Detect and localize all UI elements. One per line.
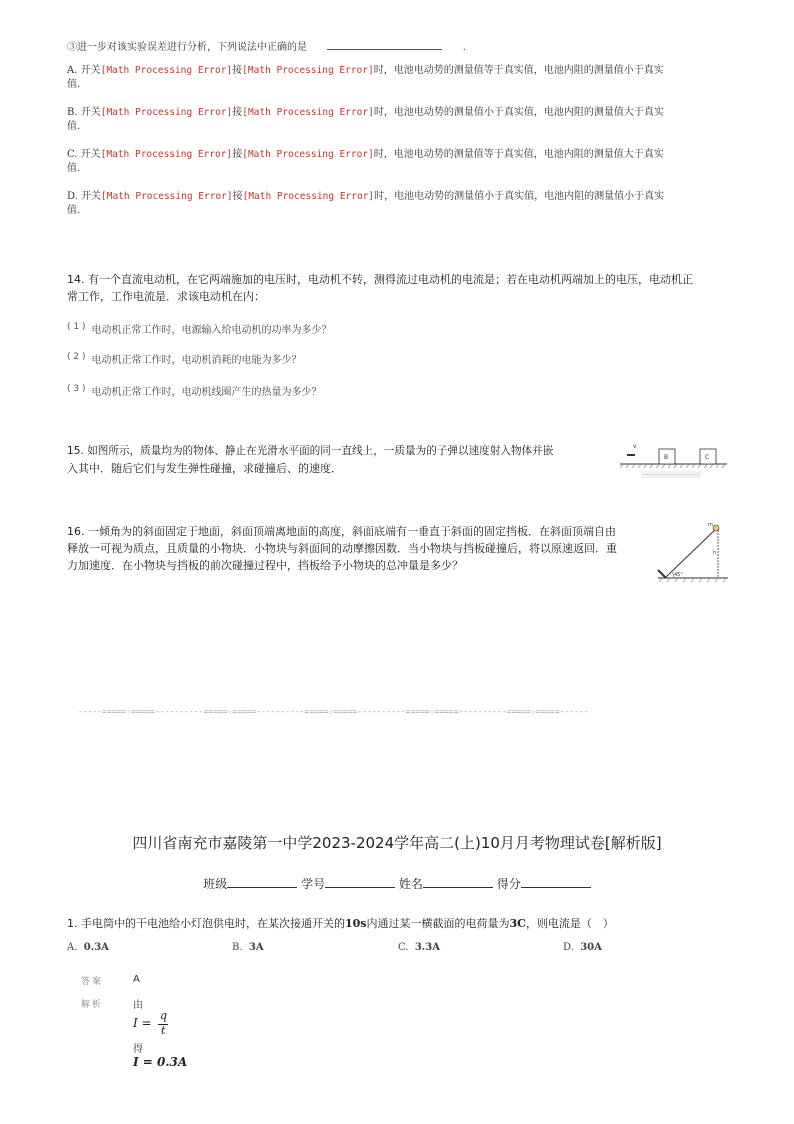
option-value: 30A: [580, 942, 602, 953]
q13-stem-text: ③进一步对该实验误差进行分析，下列说法中正确的是: [67, 42, 307, 53]
option-continuation: 值.: [67, 121, 81, 132]
q1-time-value: 10s: [345, 917, 367, 930]
option-mid: 接: [232, 149, 243, 160]
q13-option[interactable]: [67, 148, 737, 176]
student-id-label: 学号: [301, 877, 326, 891]
q14-stem: [67, 271, 747, 305]
option-post: 时，电池电动势的测量值小于真实值，电池内阻的测量值小于真实: [374, 191, 665, 202]
sub-text: 电动机正常工作时，电动机消耗的电能为多少？: [91, 355, 302, 366]
q14-subquestion: [67, 380, 321, 399]
option-mid: 接: [232, 107, 243, 118]
incline-surface: [666, 527, 718, 577]
option-continuation: 值.: [67, 205, 81, 216]
section-divider: -----=====☆=====----------=====☆=====----------=====☆=====----------=====☆=====----------=====☆=====------: [78, 707, 589, 716]
name-field[interactable]: [423, 875, 493, 888]
sub-text: 电动机正常工作时，电源输入给电动机的功率为多少？: [91, 325, 332, 336]
q14-line-2: 常工作，工作电流是．求该电动机在内：: [67, 290, 265, 303]
option-mid: 接: [232, 65, 243, 76]
block-b-label: B: [664, 454, 669, 461]
option-pre: 开关: [80, 149, 101, 160]
q16-line-2: 释放一可视为质点，且质量的小物块．小物块与斜面间的动摩擦因数．当小物块与挡板碰撞后，将以原速返回．重: [67, 542, 617, 555]
bullet-shape: [627, 454, 635, 456]
option-letter: A.: [67, 65, 78, 76]
option-letter: B.: [67, 107, 78, 118]
option-letter: D.: [563, 942, 574, 953]
option-pre: 开关: [80, 65, 101, 76]
q1-stem-part-b: 内通过某一横截面的电荷量为: [366, 917, 510, 930]
option-post: 时，电池电动势的测量值等于真实值，电池内阻的测量值小于真实: [373, 65, 664, 76]
velocity-label: v: [633, 443, 637, 450]
option-letter: A.: [67, 942, 78, 953]
q15-line-2: 入其中．随后它们与发生弹性碰撞，求碰撞后、的速度．: [67, 462, 342, 475]
block-m: [713, 525, 719, 531]
q13-stem-period: .: [462, 42, 466, 53]
height-label: h: [713, 550, 717, 556]
sub-number: ( 3 ): [67, 384, 86, 394]
q14-subquestion: [67, 318, 331, 337]
math-error-text: [Math Processing Error]: [100, 107, 233, 118]
math-error-text: [Math Processing Error]: [242, 149, 374, 160]
formula-lhs: I =: [133, 1016, 152, 1030]
q13-option[interactable]: [67, 64, 737, 92]
answer-label: 答案: [81, 977, 104, 987]
q1-stem-part-a: 1. 手电筒中的干电池给小灯泡供电时，在某次接通开关的: [67, 917, 345, 930]
math-error-text: [Math Processing Error]: [101, 191, 233, 202]
math-error-text: [Math Processing Error]: [100, 149, 233, 160]
q13-option[interactable]: [67, 190, 737, 218]
answer-blank[interactable]: [327, 40, 442, 50]
q1-option-a[interactable]: [67, 942, 109, 953]
q16-incline-figure: [652, 520, 732, 586]
option-value: 3.3A: [414, 942, 440, 953]
math-error-text: [Math Processing Error]: [100, 65, 233, 76]
q1-option-d[interactable]: [563, 942, 602, 953]
option-post: 时，电池电动势的测量值小于真实值，电池内阻的测量值大于真实: [373, 107, 664, 118]
student-id-field[interactable]: [325, 875, 395, 888]
q16-stem: [67, 523, 647, 574]
q13-option[interactable]: [67, 106, 737, 134]
formula-result: I = 0.3A: [133, 1055, 188, 1069]
q14-subquestion: [67, 348, 301, 367]
class-label: 班级: [203, 877, 228, 891]
option-continuation: 值.: [67, 79, 81, 90]
q15-line-1: 15. 如图所示，质量均为的物体、静止在光滑水平面的同一直线上，一质量为的子弹以速度射入物体并嵌: [67, 445, 554, 457]
q14-line-1: 14. 有一个直流电动机，在它两端施加的电压时，电动机不转，测得流过电动机的电流是；若在电动机两端加上的电压，电动机正: [67, 273, 693, 286]
q1-stem: [67, 915, 747, 932]
option-pre: 开关: [81, 191, 102, 202]
q13-options: [67, 64, 737, 232]
math-error-text: [Math Processing Error]: [242, 65, 374, 76]
math-error-text: [Math Processing Error]: [242, 191, 375, 202]
option-value: 0.3A: [83, 942, 109, 953]
student-info-row: [0, 875, 794, 892]
q16-line-1: 16. 一倾角为的斜面固定于地面，斜面顶端离地面的高度，斜面底端有一垂直于斜面的固定挡板．在斜面顶端自由: [67, 525, 616, 538]
option-mid: 接: [232, 191, 243, 202]
paper-title: 四川省南充市嘉陵第一中学2023-2024学年高二(上)10月月考物理试卷[解析版]: [132, 834, 662, 852]
class-field[interactable]: [227, 875, 297, 888]
analysis-you: 由: [133, 1000, 143, 1011]
q1-option-b[interactable]: [232, 942, 264, 953]
score-field[interactable]: [521, 875, 591, 888]
option-letter: C.: [67, 149, 78, 160]
option-letter: C.: [398, 942, 409, 953]
q15-figure: [615, 440, 730, 482]
option-letter: D.: [67, 191, 78, 202]
analysis-de: 得: [133, 1044, 143, 1055]
formula-numerator: q: [160, 1009, 168, 1022]
answer-value: A: [133, 974, 140, 985]
q1-option-c[interactable]: [398, 942, 440, 953]
name-label: 姓名: [398, 877, 423, 891]
option-post: 时，电池电动势的测量值等于真实值，电池内阻的测量值大于真实: [373, 149, 664, 160]
analysis-label: 解析: [81, 1000, 104, 1010]
option-pre: 开关: [80, 107, 101, 118]
mass-label: m: [708, 522, 713, 528]
math-error-text: [Math Processing Error]: [242, 107, 374, 118]
option-continuation: 值.: [67, 163, 81, 174]
sub-number: ( 1 ): [67, 322, 86, 332]
option-value: 3A: [248, 942, 264, 953]
score-label: 得分: [496, 877, 521, 891]
q13-stem: [67, 40, 747, 55]
option-letter: B.: [232, 942, 243, 953]
formula-denominator: t: [161, 1024, 166, 1037]
q15-stem: [67, 443, 607, 477]
stopper-plate: [658, 570, 666, 578]
block-c-label: C: [705, 454, 710, 461]
q1-charge-value: 3C: [509, 917, 526, 930]
sub-number: ( 2 ): [67, 352, 86, 362]
q16-line-3: 力加速度．在小物块与挡板的前次碰撞过程中，挡板给予小物块的总冲量是多少？: [67, 559, 463, 572]
angle-label: 45°: [674, 572, 683, 578]
q1-stem-part-c: ，则电流是（ ）: [525, 917, 614, 930]
sub-text: 电动机正常工作时，电动机线圈产生的热量为多少？: [91, 387, 322, 398]
